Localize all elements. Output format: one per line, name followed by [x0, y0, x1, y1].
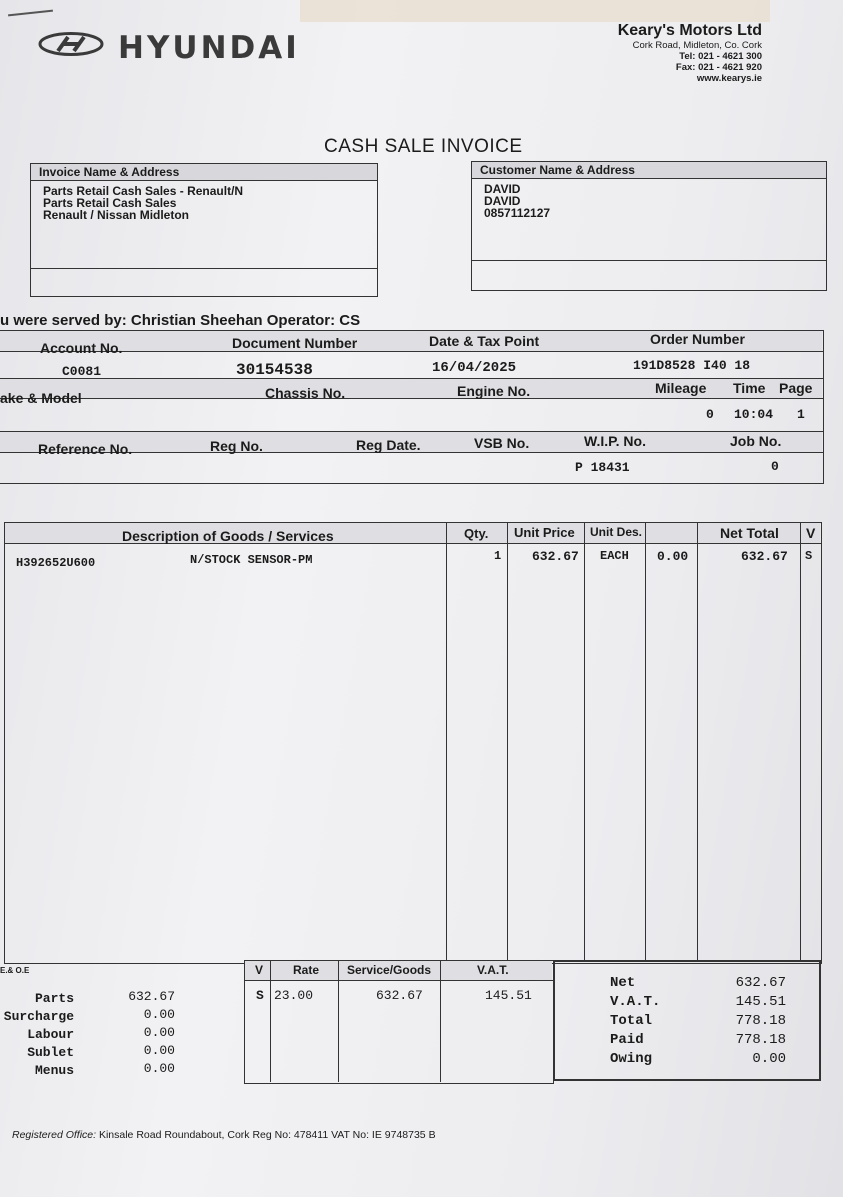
col-description: Description of Goods / Services [122, 528, 334, 544]
wip-label: W.I.P. No. [584, 433, 646, 449]
registered-label: Registered Office: [12, 1129, 97, 1141]
col-net-total: Net Total [720, 525, 779, 541]
invoice-title: CASH SALE INVOICE [324, 136, 523, 157]
vat-row-v: S [256, 988, 264, 1003]
job-value: 0 [771, 459, 779, 474]
breakdown-label: Surcharge [3, 1009, 74, 1024]
customer-name: DAVID [484, 182, 521, 196]
item-discount: 0.00 [657, 549, 689, 564]
reg-label: Reg No. [210, 438, 263, 454]
vat-col-service: Service/Goods [347, 963, 432, 977]
customer-phone: 0857112127 [484, 206, 551, 220]
totals-label: Owing [610, 1051, 653, 1067]
account-value: C0081 [62, 364, 102, 379]
paid-value: 778.18 [735, 1032, 786, 1048]
breakdown-value: 0.00 [143, 1043, 175, 1058]
make-label: ake & Model [0, 390, 82, 406]
date-label: Date & Tax Point [429, 333, 540, 349]
hyundai-logo-icon [38, 32, 104, 56]
document-label: Document Number [232, 335, 358, 351]
invoice-address-line: Parts Retail Cash Sales - Renault/N [43, 184, 244, 198]
breakdown-values [110, 988, 175, 1078]
breakdown-value: 632.67 [128, 989, 175, 1004]
time-value: 10:04 [734, 407, 774, 422]
totals-label: Paid [610, 1032, 644, 1048]
registered-office [12, 1129, 436, 1141]
breakdown-label: Menus [34, 1063, 74, 1078]
totals-label: Total [610, 1013, 653, 1029]
breakdown-value: 0.00 [143, 1007, 175, 1022]
eoe-label: E.& O.E [0, 966, 30, 975]
totals-label: Net [610, 975, 636, 991]
col-unit-des: Unit Des. [590, 525, 643, 539]
customer-address-panel [471, 161, 827, 291]
dealer-tel: Tel: 021 - 4621 300 [679, 51, 762, 62]
item-unit-des: EACH [600, 549, 629, 563]
col-unit-price: Unit Price [514, 525, 575, 540]
owing-value: 0.00 [752, 1051, 786, 1067]
order-label: Order Number [650, 331, 745, 347]
tape-strip [300, 0, 770, 22]
time-label: Time [733, 380, 766, 396]
mileage-value: 0 [706, 407, 714, 422]
mileage-label: Mileage [655, 380, 707, 396]
job-label: Job No. [730, 433, 782, 449]
total-value: 778.18 [735, 1013, 786, 1029]
vat-col-v: V [255, 963, 264, 977]
vat-row-service: 632.67 [376, 988, 423, 1003]
item-code: H392652U600 [16, 556, 96, 570]
date-value: 16/04/2025 [432, 360, 517, 376]
breakdown-labels [0, 990, 74, 1080]
breakdown-value: 0.00 [143, 1025, 175, 1040]
vat-col-vat: V.A.T. [477, 963, 509, 977]
pen-mark [8, 10, 53, 17]
vat-value: 145.51 [735, 994, 786, 1010]
invoice-address-line: Renault / Nissan Midleton [43, 208, 190, 222]
breakdown-value: 0.00 [143, 1061, 175, 1076]
divider [472, 260, 826, 261]
order-value: 191D8528 I40 18 [633, 358, 751, 373]
served-by: u were served by: Christian Sheehan Operator: CS [0, 312, 361, 329]
account-label: Account No. [40, 340, 123, 356]
totals-label: V.A.T. [610, 994, 661, 1010]
item-qty: 1 [494, 549, 502, 563]
invoice-address-line: Parts Retail Cash Sales [43, 196, 177, 210]
document-value: 30154538 [236, 361, 313, 379]
customer-address-label: Customer Name & Address [472, 162, 826, 179]
page-label: Page [779, 380, 813, 396]
col-qty: Qty. [464, 526, 489, 541]
brand-name: HYUNDAI [118, 30, 300, 66]
dealer-block [560, 22, 762, 84]
items-table [4, 522, 822, 964]
divider [31, 268, 377, 269]
col-v: V [806, 525, 816, 541]
totals-values [700, 974, 786, 1069]
vat-row-vat: 145.51 [485, 988, 532, 1003]
engine-label: Engine No. [457, 383, 531, 399]
dealer-fax: Fax: 021 - 4621 920 [675, 62, 762, 73]
reg-date-label: Reg Date. [356, 437, 421, 453]
item-net-total: 632.67 [741, 549, 788, 564]
invoice-address-label: Invoice Name & Address [31, 164, 377, 181]
breakdown-label: Sublet [27, 1045, 74, 1060]
invoice-address-panel [30, 163, 378, 297]
item-unit-price: 632.67 [532, 549, 579, 564]
item-vat-code: S [805, 549, 813, 563]
info-grid [0, 330, 824, 484]
registered-text: Kinsale Road Roundabout, Cork Reg No: 478411 VAT No: IE 9748735 B [96, 1129, 436, 1141]
net-value: 632.67 [735, 975, 786, 991]
wip-value: P 18431 [575, 460, 630, 475]
vsb-label: VSB No. [474, 435, 530, 451]
totals-labels [610, 974, 660, 1069]
dealer-name: Keary's Motors Ltd [617, 22, 762, 39]
item-description: N/STOCK SENSOR-PM [190, 553, 313, 567]
page-value: 1 [797, 407, 805, 422]
dealer-web: www.kearys.ie [696, 73, 762, 84]
reference-label: Reference No. [38, 441, 133, 457]
vat-col-rate: Rate [293, 963, 320, 977]
dealer-address: Cork Road, Midleton, Co. Cork [632, 40, 762, 51]
breakdown-label: Parts [34, 991, 74, 1006]
vat-row-rate: 23.00 [274, 988, 314, 1003]
customer-name: DAVID [484, 194, 521, 208]
chassis-label: Chassis No. [265, 385, 346, 401]
breakdown-label: Labour [27, 1027, 74, 1042]
